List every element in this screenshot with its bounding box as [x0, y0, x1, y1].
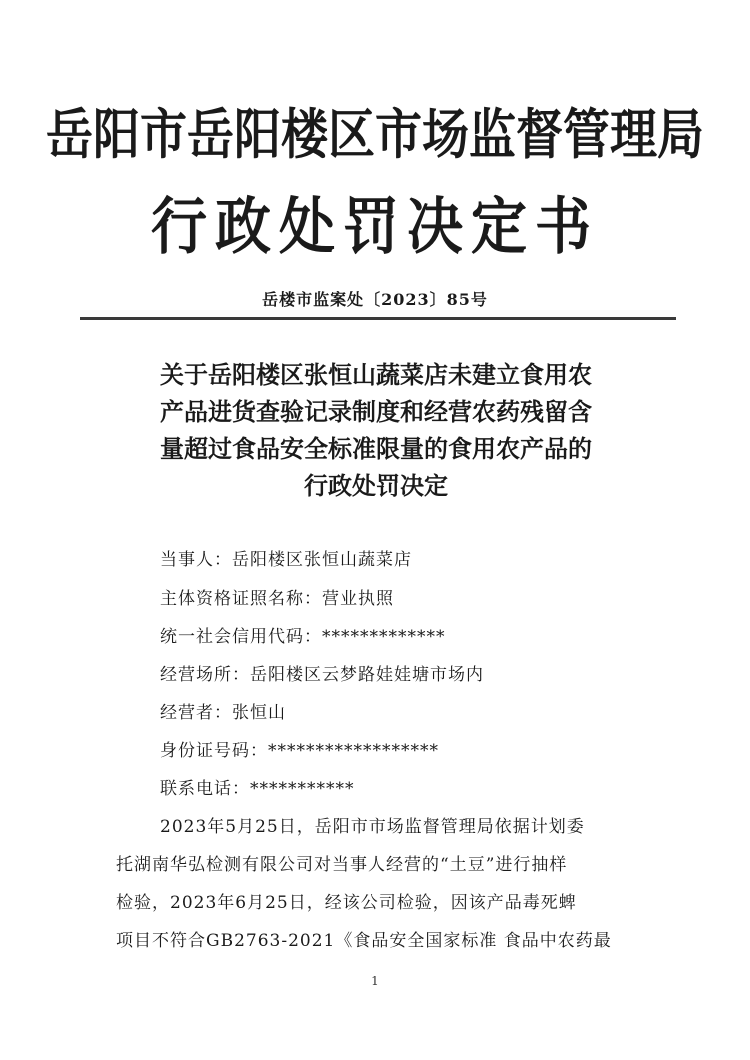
subject-line: 量超过食品安全标准限量的食用农产品的: [160, 434, 592, 463]
id-number-field: 身份证号码：******************: [160, 741, 439, 761]
body-paragraph-line: 2023年5月25日，岳阳市市场监督管理局依据计划委: [160, 817, 585, 837]
agency-name: 岳阳市岳阳楼区市场监督管理局: [46, 103, 704, 167]
subject-line: 关于岳阳楼区张恒山蔬菜店未建立食用农: [160, 360, 592, 389]
header-divider: [80, 317, 676, 320]
page-number: 1: [371, 974, 379, 988]
operator-field: 经营者：张恒山: [160, 703, 286, 723]
subject-title: [100, 356, 652, 504]
body-paragraph-line: 托湖南华弘检测有限公司对当事人经营的“土豆”进行抽样: [116, 855, 568, 875]
document-number: 岳楼市监案处〔2023〕85号: [262, 290, 488, 309]
phone-field: 联系电话：***********: [160, 779, 355, 799]
subject-line: 产品进货查验记录制度和经营农药残留含: [160, 397, 592, 426]
body-paragraph-line: 检验，2023年6月25日，经该公司检验，因该产品毒死蜱: [116, 893, 577, 913]
license-name-field: 主体资格证照名称：营业执照: [160, 589, 394, 609]
party-field: 当事人：岳阳楼区张恒山蔬菜店: [160, 550, 412, 570]
document-type-title: 行政处罚决定书: [151, 191, 599, 263]
subject-line: 行政处罚决定: [304, 471, 448, 500]
credit-code-field: 统一社会信用代码：*************: [160, 627, 446, 647]
body-paragraph-line: 项目不符合GB2763-2021《食品安全国家标准 食品中农药最: [116, 931, 612, 951]
business-address-field: 经营场所：岳阳楼区云梦路娃娃塘市场内: [160, 665, 484, 685]
